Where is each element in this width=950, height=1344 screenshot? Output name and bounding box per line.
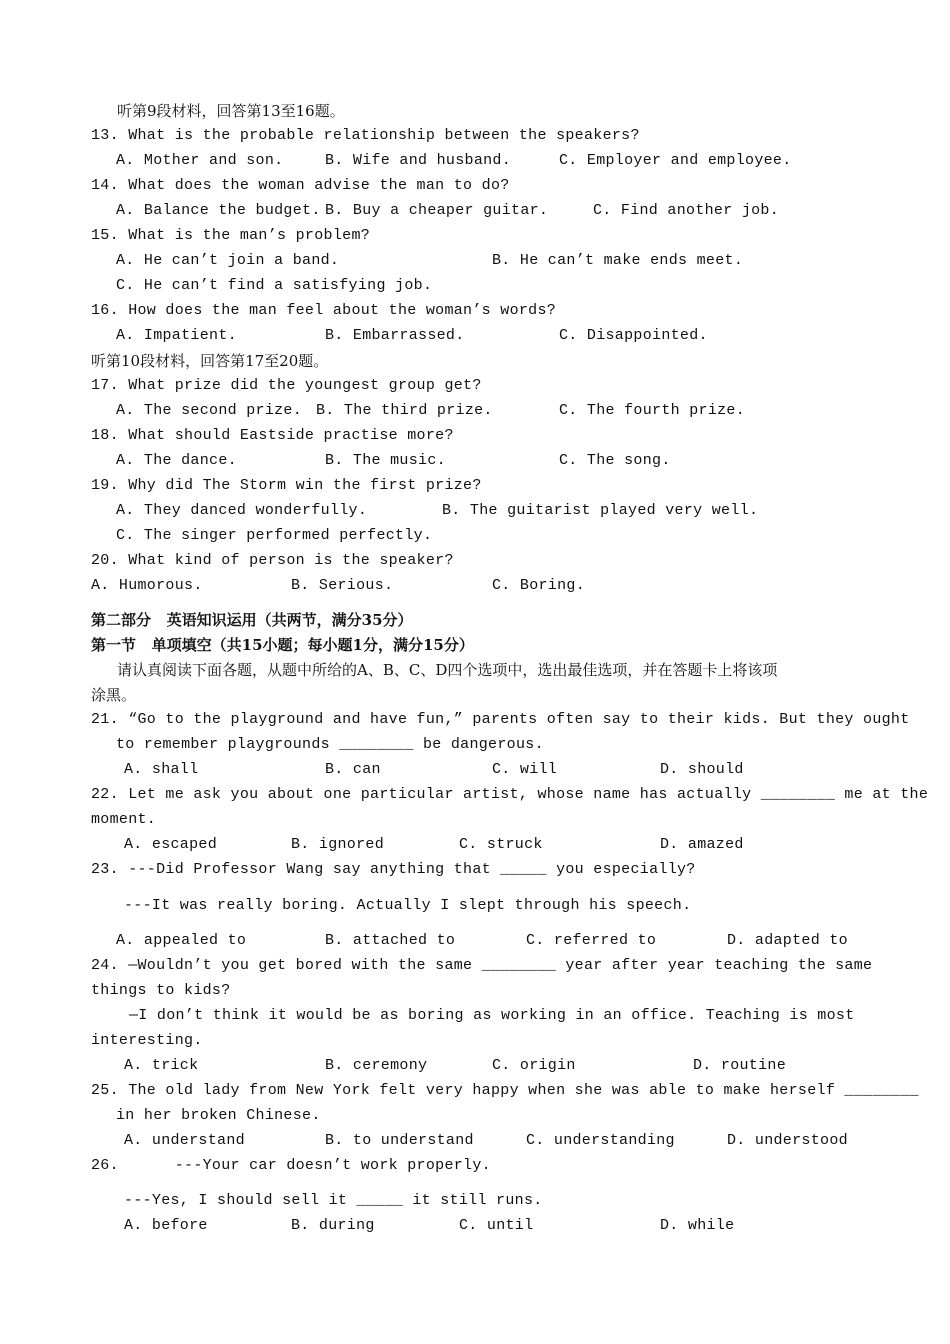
question-24-line-2: things to kids? [91, 982, 231, 999]
q13-option-a: A. Mother and son. [116, 152, 284, 169]
q17-option-b: B. The third prize. [316, 402, 493, 419]
q22-option-b: B. ignored [291, 836, 385, 853]
q24-option-d: D. routine [693, 1057, 787, 1074]
q21-option-c: C. will [492, 761, 558, 778]
question-18-stem: 18. What should Eastside practise more? [91, 427, 454, 444]
q25-option-b: B. to understand [325, 1132, 474, 1149]
q21-option-d: D. should [660, 761, 744, 778]
question-24-line-1: 24. —Wouldn’t you get bored with the same ________ year after year teaching the same [91, 957, 873, 974]
q15-option-a: A. He can’t join a band. [116, 252, 340, 269]
q25-option-d: D. understood [727, 1132, 848, 1149]
q16-option-b: B. Embarrassed. [325, 327, 465, 344]
q25-option-a: A. understand [124, 1132, 245, 1149]
q16-option-a: A. Impatient. [116, 327, 237, 344]
instruction-line-1: 请认真阅读下面各题，从题中所给的A、B、C、D四个选项中，选出最佳选项，并在答题卡上将该项 [117, 661, 778, 679]
q21-option-b: B. can [325, 761, 381, 778]
q23-option-c: C. referred to [526, 932, 657, 949]
q22-option-c: C. struck [459, 836, 543, 853]
q24-option-c: C. origin [492, 1057, 576, 1074]
q26-option-c: C. until [459, 1217, 534, 1234]
section-1-title: 第一节 单项填空（共15小题；每小题1分，满分15分） [91, 636, 474, 654]
question-20-stem: 20. What kind of person is the speaker? [91, 552, 454, 569]
part-2-title: 第二部分 英语知识运用（共两节，满分35分） [91, 611, 413, 629]
q23-option-a: A. appealed to [116, 932, 247, 949]
q25-option-c: C. understanding [526, 1132, 675, 1149]
question-23-line-2: ---It was really boring. Actually I slept through his speech. [124, 897, 692, 914]
q20-option-c: C. Boring. [492, 577, 586, 594]
q19-option-a: A. They danced wonderfully. [116, 502, 368, 519]
q26-option-b: B. during [291, 1217, 375, 1234]
q13-option-c: C. Employer and employee. [559, 152, 792, 169]
question-14-stem: 14. What does the woman advise the man to do? [91, 177, 510, 194]
q14-option-a: A. Balance the budget. [116, 202, 321, 219]
question-13-stem: 13. What is the probable relationship between the speakers? [91, 127, 640, 144]
q21-option-a: A. shall [124, 761, 199, 778]
q13-option-b: B. Wife and husband. [325, 152, 512, 169]
section-intro-9: 听第9段材料，回答第13至16题。 [117, 102, 345, 120]
q26-option-a: A. before [124, 1217, 208, 1234]
q22-option-d: D. amazed [660, 836, 744, 853]
question-16-stem: 16. How does the man feel about the woman’s words? [91, 302, 557, 319]
question-19-stem: 19. Why did The Storm win the first prize? [91, 477, 482, 494]
instruction-line-2: 涂黑。 [91, 686, 137, 704]
q15-option-c: C. He can’t find a satisfying job. [116, 277, 433, 294]
q17-option-a: A. The second prize. [116, 402, 303, 419]
question-24-line-3: —I don’t think it would be as boring as working in an office. Teaching is most [129, 1007, 855, 1024]
q23-option-b: B. attached to [325, 932, 456, 949]
q24-option-a: A. trick [124, 1057, 199, 1074]
question-25-line-1: 25. The old lady from New York felt very happy when she was able to make herself ________ [91, 1082, 919, 1099]
question-17-stem: 17. What prize did the youngest group get? [91, 377, 482, 394]
question-22-line-1: 22. Let me ask you about one particular artist, whose name has actually ________ me at the [91, 786, 929, 803]
q18-option-c: C. The song. [559, 452, 671, 469]
question-24-line-4: interesting. [91, 1032, 203, 1049]
q14-option-c: C. Find another job. [593, 202, 780, 219]
question-25-line-2: in her broken Chinese. [116, 1107, 321, 1124]
question-22-line-2: moment. [91, 811, 157, 828]
q14-option-b: B. Buy a cheaper guitar. [325, 202, 549, 219]
q17-option-c: C. The fourth prize. [559, 402, 746, 419]
q16-option-c: C. Disappointed. [559, 327, 708, 344]
section-intro-10: 听第10段材料，回答第17至20题。 [91, 352, 329, 370]
question-15-stem: 15. What is the man’s problem? [91, 227, 371, 244]
question-26-line-2: ---Yes, I should sell it _____ it still runs. [124, 1192, 543, 1209]
q20-option-a: A. Humorous. [91, 577, 203, 594]
question-23-line-1: 23. ---Did Professor Wang say anything that _____ you especially? [91, 861, 696, 878]
q18-option-a: A. The dance. [116, 452, 237, 469]
q15-option-b: B. He can’t make ends meet. [492, 252, 744, 269]
question-26-line-1: 26. ---Your car doesn’t work properly. [91, 1157, 491, 1174]
q26-option-d: D. while [660, 1217, 735, 1234]
q23-option-d: D. adapted to [727, 932, 848, 949]
q22-option-a: A. escaped [124, 836, 218, 853]
question-21-line-2: to remember playgrounds ________ be dangerous. [116, 736, 544, 753]
q19-option-c: C. The singer performed perfectly. [116, 527, 433, 544]
q20-option-b: B. Serious. [291, 577, 394, 594]
q24-option-b: B. ceremony [325, 1057, 428, 1074]
q18-option-b: B. The music. [325, 452, 446, 469]
q19-option-b: B. The guitarist played very well. [442, 502, 759, 519]
question-21-line-1: 21. “Go to the playground and have fun,” parents often say to their kids. But they ought [91, 711, 910, 728]
